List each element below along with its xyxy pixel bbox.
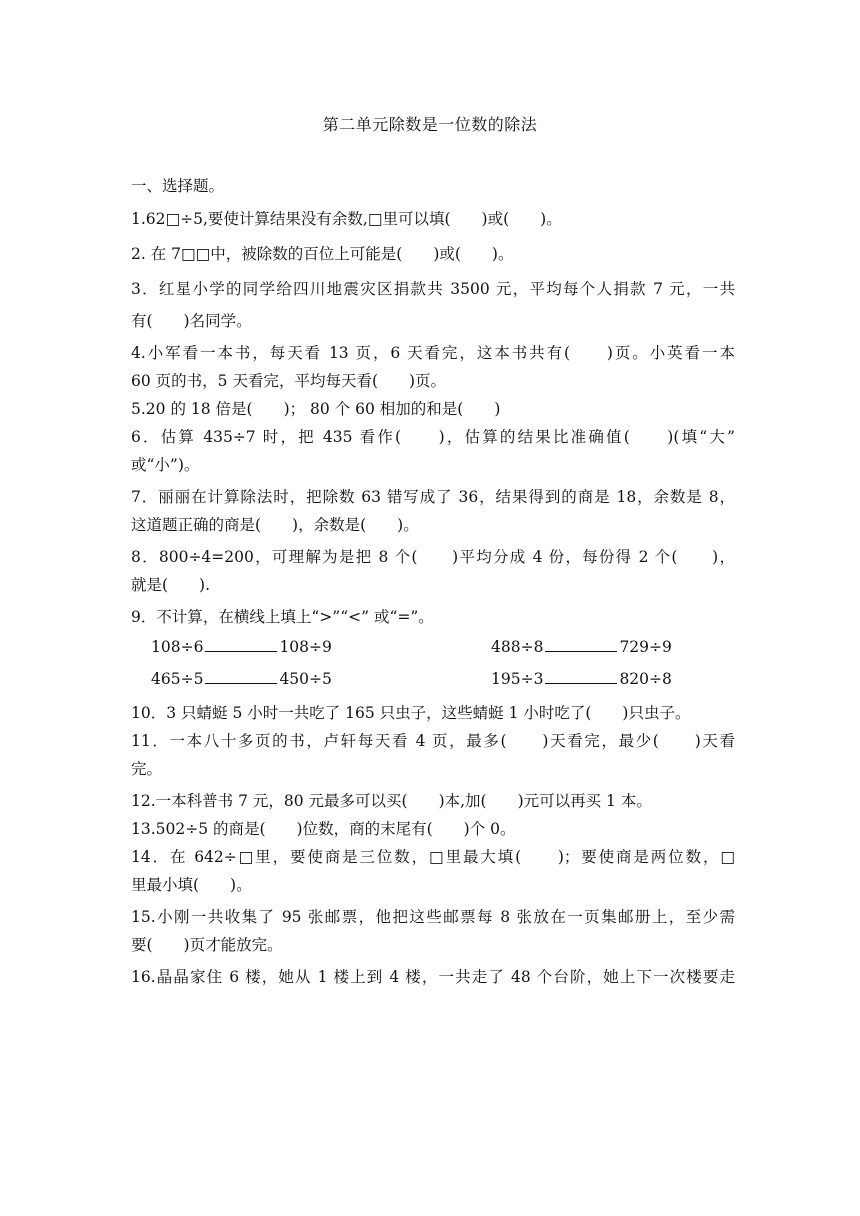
question-14-line-2: 里最小填( )。 bbox=[131, 876, 252, 894]
comparison-right: 820÷8 bbox=[619, 670, 672, 688]
answer-blank[interactable] bbox=[205, 633, 277, 652]
question-15-line-2: 要( )页才能放完。 bbox=[131, 936, 283, 954]
question-3-line-1: 3．红星小学的同学给四川地震灾区捐款共 3500 元，平均每个人捐款 7 元，一共 bbox=[131, 280, 735, 298]
comparison-item bbox=[491, 631, 731, 663]
question-14-line-1: 14．在 642÷□里，要使商是三位数，□里最大填( )；要使商是两位数，□ bbox=[131, 848, 735, 866]
question-7-line-2: 这道题正确的商是( )，余数是( )。 bbox=[131, 516, 419, 534]
question-11-line-2: 完。 bbox=[131, 760, 163, 778]
question-list bbox=[131, 172, 735, 991]
comparison-right: 450÷5 bbox=[279, 670, 332, 688]
comparison-left: 108÷6 bbox=[151, 638, 204, 656]
page-title: 第二单元除数是一位数的除法 bbox=[322, 115, 538, 134]
comparison-left: 488÷8 bbox=[491, 638, 544, 656]
question-5: 5.20 的 18 倍是( )； 80 个 60 相加的和是( ) bbox=[131, 400, 501, 418]
question-15-line-1: 15.小刚一共收集了 95 张邮票，他把这些邮票每 8 张放在一页集邮册上，至少需 bbox=[131, 908, 735, 926]
answer-blank[interactable] bbox=[545, 665, 617, 684]
question-4-line-2: 60 页的书，5 天看完，平均每天看( )页。 bbox=[131, 372, 447, 390]
comparison-item bbox=[491, 663, 731, 695]
question-11-line-1: 11．一本八十多页的书，卢轩每天看 4 页，最多( )天看完，最少( )天看 bbox=[131, 732, 735, 750]
question-6-line-2: 或“小”)。 bbox=[131, 456, 200, 474]
question-8-line-2: 就是( ). bbox=[131, 576, 211, 594]
section-heading: 一、选择题。 bbox=[131, 177, 225, 195]
comparison-right: 108÷9 bbox=[279, 638, 332, 656]
question-3-line-2: 有( )名同学。 bbox=[131, 312, 252, 330]
comparison-right: 729÷9 bbox=[619, 638, 672, 656]
question-1: 1.62□÷5,要使计算结果没有余数,□里可以填( )或( )。 bbox=[131, 210, 562, 228]
comparison-item bbox=[151, 663, 491, 695]
comparison-left: 465÷5 bbox=[151, 670, 204, 688]
question-7-line-1: 7．丽丽在计算除法时，把除数 63 错写成了 36，结果得到的商是 18，余数是 8， bbox=[131, 488, 735, 506]
answer-blank[interactable] bbox=[205, 665, 277, 684]
comparison-row bbox=[131, 631, 735, 663]
question-13: 13.502÷5 的商是( )位数，商的末尾有( )个 0。 bbox=[131, 820, 516, 838]
question-4-line-1: 4.小军看一本书，每天看 13 页，6 天看完，这本书共有( )页。小英看一本 bbox=[131, 344, 735, 362]
question-8-line-1: 8．800÷4=200，可理解为是把 8 个( )平均分成 4 份，每份得 2 个( )， bbox=[131, 548, 735, 566]
question-6-line-1: 6．估算 435÷7 时，把 435 看作( )，估算的结果比准确值( )(填“大” bbox=[131, 428, 735, 446]
comparison-item bbox=[151, 631, 491, 663]
comparison-row bbox=[131, 663, 735, 695]
question-2: 2. 在 7□□中，被除数的百位上可能是( )或( )。 bbox=[131, 245, 514, 263]
question-10: 10．3 只蜻蜓 5 小时一共吃了 165 只虫子，这些蜻蜓 1 小时吃了( )只虫子。 bbox=[131, 704, 691, 722]
comparison-left: 195÷3 bbox=[491, 670, 544, 688]
question-12: 12.一本科普书 7 元，80 元最多可以买( )本,加( )元可以再买 1 本。 bbox=[131, 792, 652, 810]
question-16-line-1: 16.晶晶家住 6 楼，她从 1 楼上到 4 楼，一共走了 48 个台阶，她上下一次楼要走 bbox=[131, 968, 735, 986]
answer-blank[interactable] bbox=[545, 633, 617, 652]
question-9: 9．不计算，在横线上填上“>”“<” 或“=”。 bbox=[131, 608, 434, 626]
